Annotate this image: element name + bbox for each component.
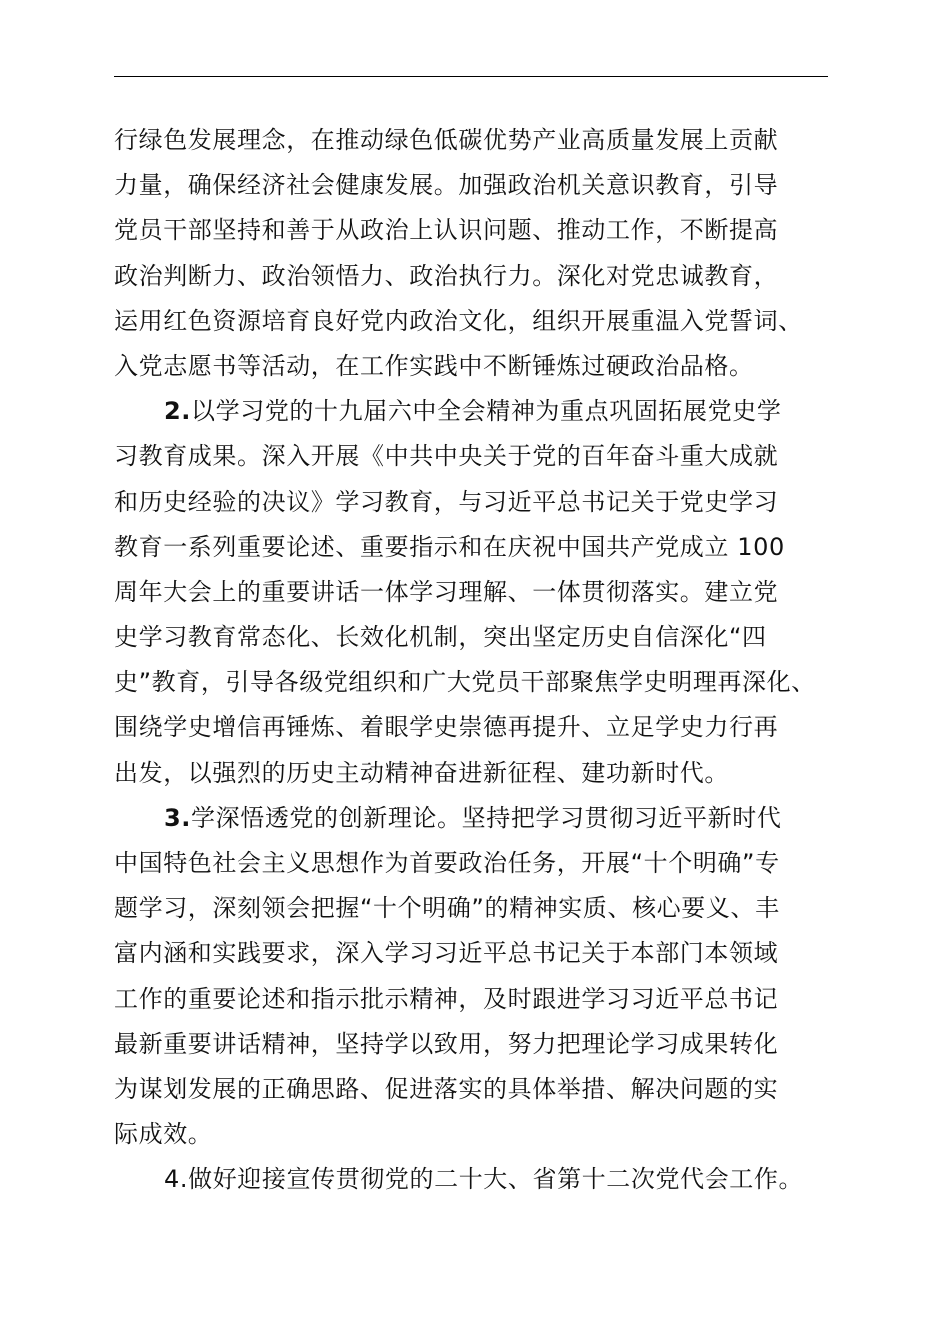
text-line: 富内涵和实践要求，深入学习习近平总书记关于本部门本领域 — [114, 939, 779, 968]
text-line: 政治判断力、政治领悟力、政治执行力。深化对党忠诚教育， — [114, 261, 779, 290]
text-line — [114, 389, 844, 434]
text-line: 运用红色资源培育良好党内政治文化，组织开展重温入党誓词、 — [114, 306, 803, 335]
document-body — [114, 118, 844, 1203]
text-line: 史学习教育常态化、长效化机制，突出坚定历史自信深化“四 — [114, 623, 767, 652]
paragraph-item-4 — [114, 1157, 844, 1202]
paragraph-item-2 — [114, 389, 844, 796]
text-line: 党员干部坚持和善于从政治上认识问题、推动工作，不断提高 — [114, 216, 779, 245]
text-line: 最新重要讲话精神，坚持学以致用，努力把理论学习成果转化 — [114, 1029, 779, 1058]
paragraph-1 — [114, 118, 844, 389]
item-number: 2. — [164, 397, 192, 426]
text-line: 和历史经验的决议》学习教育，与习近平总书记关于党史学习 — [114, 487, 779, 516]
paragraph-item-3 — [114, 796, 844, 1158]
text-line: 入党志愿书等活动，在工作实践中不断锤炼过硬政治品格。 — [114, 351, 754, 380]
text-line: 周年大会上的重要讲话一体学习理解、一体贯彻落实。建立党 — [114, 577, 779, 606]
text-line: 力量，确保经济社会健康发展。加强政治机关意识教育，引导 — [114, 171, 779, 200]
text-line: 工作的重要论述和指示批示精神，及时跟进学习习近平总书记 — [114, 984, 779, 1013]
text-line — [114, 796, 844, 841]
text-line: 习教育成果。深入开展《中共中央关于党的百年奋斗重大成就 — [114, 442, 779, 471]
text-line: 中国特色社会主义思想作为首要政治任务，开展“十个明确”专 — [114, 849, 780, 877]
item-heading-text: 以学习党的十九届六中全会精神为重点巩固拓展党史学 — [191, 397, 782, 426]
text-line: 行绿色发展理念，在推动绿色低碳优势产业高质量发展上贡献 — [114, 126, 779, 154]
text-line: 题学习，深刻领会把握“十个明确”的精神实质、核心要义、丰 — [114, 894, 780, 923]
text-line: 4.做好迎接宣传贯彻党的二十大、省第十二次党代会工作。 — [164, 1165, 804, 1194]
item-heading-text: 学深悟透党的创新理论。坚持把学习贯彻习近平新时代 — [191, 803, 782, 832]
text-line: 为谋划发展的正确思路、促进落实的具体举措、解决问题的实 — [114, 1074, 779, 1103]
text-line: 教育一系列重要论述、重要指示和在庆祝中国共产党成立 100 — [114, 532, 785, 561]
item-number: 3. — [164, 803, 192, 832]
text-line: 出发，以强烈的历史主动精神奋进新征程、建功新时代。 — [114, 758, 729, 787]
text-line: 史”教育，引导各级党组织和广大党员干部聚焦学史明理再深化、 — [114, 668, 816, 697]
text-line: 际成效。 — [114, 1120, 213, 1149]
header-rule — [114, 76, 828, 77]
text-line: 围绕学史增信再锤炼、着眼学史崇德再提升、立足学史力行再 — [114, 713, 779, 742]
